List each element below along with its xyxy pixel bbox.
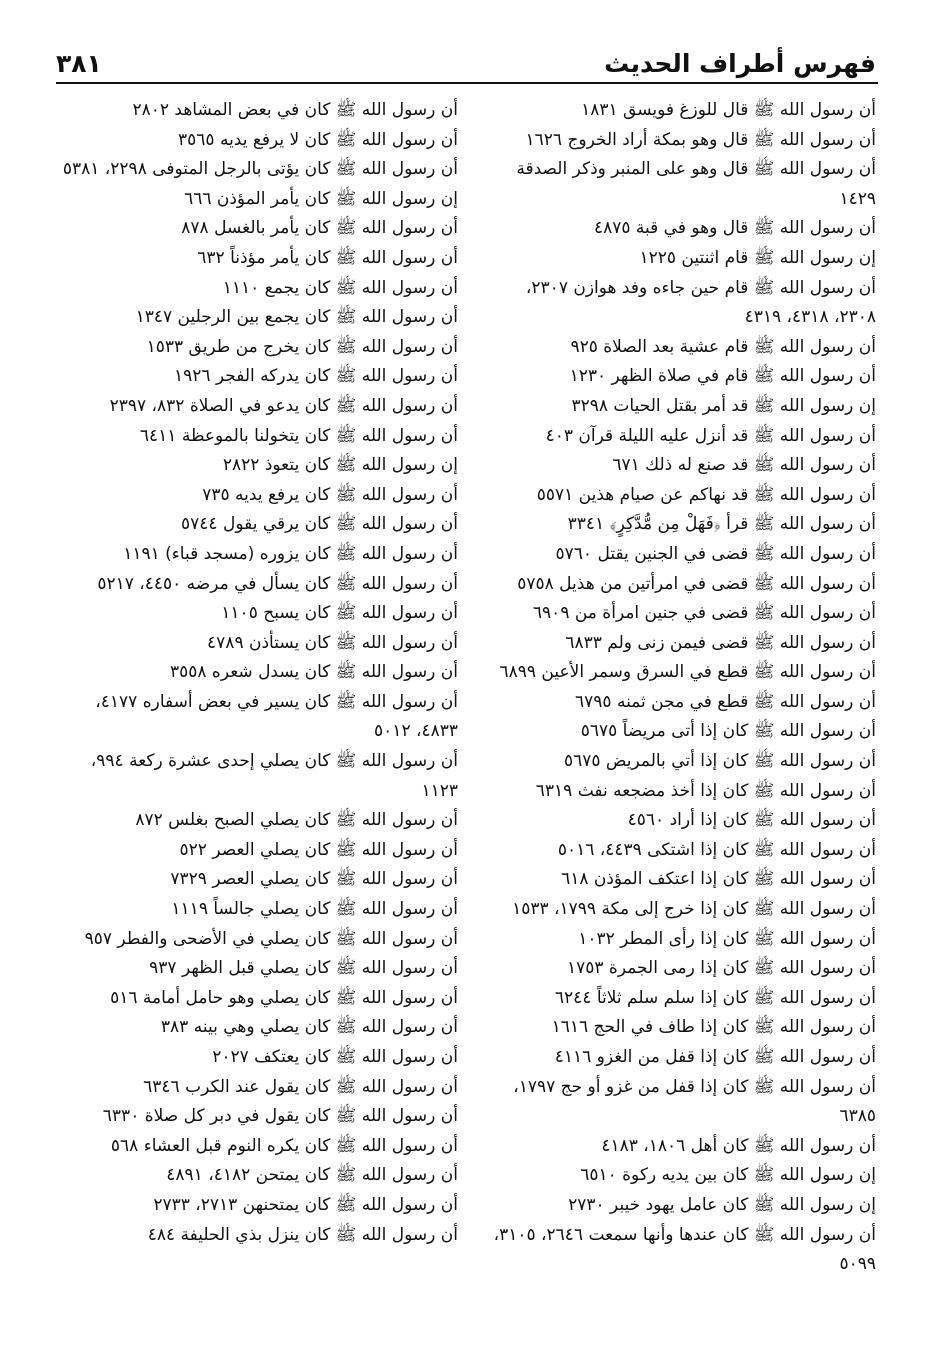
index-entry: أن رسول الله ﷺ كان يصلي في الأضحى والفطر ٩٥٧ (84, 928, 458, 949)
index-entry: أن رسول الله ﷺ كان لا يرفع يديه ٣٥٦٥ (178, 129, 458, 150)
index-entry: أن رسول الله ﷺ كان يرقي يقول ٥٧٤٤ (181, 514, 458, 535)
index-entry: أن رسول الله ﷺ قضى في الجنين يقتل ٥٧٦٠ (555, 543, 876, 564)
index-entry: أن رسول الله ﷺ قضى فيمن زنى ولم ٦٨٣٣ (565, 632, 876, 653)
index-entry: أن رسول الله ﷺ قرأ ﴿فَهَلْ مِن مُّدَّكِرٍ﴾ ٣٣٤١ (567, 514, 876, 535)
index-entry: أن رسول الله ﷺ كان يصلي وهي بينه ٣٨٣ (160, 1017, 458, 1038)
index-entry: أن رسول الله ﷺ قضى في جنين امرأة من ٦٩٠٩ (532, 603, 876, 624)
index-entry: أن رسول الله ﷺ كان يسدل شعره ٣٥٥٨ (170, 662, 458, 683)
index-entry: أن رسول الله ﷺ قام عشية بعد الصلاة ٩٢٥ (570, 336, 876, 357)
index-entry: أن رسول الله ﷺ كان يعتكف ٢٠٢٧ (212, 1047, 458, 1067)
index-entry: أن رسول الله ﷺ قد نهاكم عن صيام هذين ٥٥٧١ (536, 484, 876, 505)
index-entry: إن رسول الله ﷺ كان يأمر المؤذن ٦٦٦ (184, 188, 458, 209)
index-entry: أن رسول الله ﷺ قطع في مجن ثمنه ٦٧٩٥ (575, 691, 876, 712)
index-entry: أن رسول الله ﷺ قد أنزل عليه الليلة قرآن ٤٠٣ (545, 425, 876, 446)
index-entry: أن رسول الله ﷺ قال وهو في قبة ٤٨٧٥ (593, 218, 876, 239)
index-entry: أن رسول الله ﷺ قال وهو على المنبر وذكر الصدقة ١٤٢٩ (516, 159, 876, 209)
index-entry: أن رسول الله ﷺ كان يسبح ١١٠٥ (221, 603, 458, 624)
index-entry: أن رسول الله ﷺ قال للوزغ فويسق ١٨٣١ (581, 100, 876, 120)
index-entry: أن رسول الله ﷺ كان في بعض المشاهد ٢٨٠٢ (132, 100, 458, 120)
index-entry: أن رسول الله ﷺ كان إذا قفل من الغزو ٤١١٦ (554, 1047, 876, 1067)
header-rule (56, 82, 878, 84)
index-entry: أن رسول الله ﷺ قام حين جاءه وفد هوازن ٢٣٠٧، ٢٣٠٨، ٤٣١٨، ٤٣١٩ (525, 277, 876, 328)
right-column (484, 96, 876, 1280)
index-entry: أن رسول الله ﷺ كان يدركه الفجر ١٩٢٦ (173, 366, 458, 387)
index-entry: إن رسول الله ﷺ كان عامل يهود خيبر ٢٧٣٠ (568, 1194, 876, 1215)
index-entry: أن رسول الله ﷺ كان يخرج من طريق ١٥٣٣ (146, 336, 458, 357)
page-number: ٣٨١ (56, 49, 102, 78)
index-entry: أن رسول الله ﷺ كان إذا قفل من غزو أو حج ١٧٩٧، ٦٣٨٥ (513, 1076, 876, 1127)
page-title: فهرس أطراف الحديث (604, 49, 876, 78)
index-entry: أن رسول الله ﷺ كان ينزل بذي الحليفة ٤٨٤ (147, 1224, 458, 1245)
index-entry: أن رسول الله ﷺ كان يستأذن ٤٧٨٩ (207, 632, 458, 653)
index-entry: أن رسول الله ﷺ قام في صلاة الظهر ١٢٣٠ (569, 366, 876, 387)
index-entry: أن رسول الله ﷺ قد صنع له ذلك ٦٧١ (612, 455, 876, 476)
index-entry: أن رسول الله ﷺ كان يزوره (مسجد قباء) ١١٩١ (123, 543, 458, 564)
index-entry: أن رسول الله ﷺ كان إذا طاف في الحج ١٦١٦ (551, 1017, 876, 1038)
left-column (58, 96, 458, 1250)
index-entry: أن رسول الله ﷺ كان يأمر بالغسل ٨٧٨ (181, 218, 458, 239)
index-entry: أن رسول الله ﷺ كان يصلي إحدى عشرة ركعة ٩٩٤، ١١٢٣ (90, 751, 458, 801)
index-entry: أن رسول الله ﷺ كان إذا اشتكى ٤٤٣٩، ٥٠١٦ (557, 839, 876, 860)
index-entry: أن رسول الله ﷺ كان يصلي جالساً ١١١٩ (171, 899, 458, 920)
index-entry: أن رسول الله ﷺ كان إذا أتي بالمريض ٥٦٧٥ (564, 751, 876, 772)
index-entry: أن رسول الله ﷺ كان إذا رمى الجمرة ١٧٥٣ (567, 958, 876, 979)
index-entry: أن رسول الله ﷺ كان يؤتى بالرجل المتوفى ٢٢٩٨، ٥٣٨١ (62, 159, 458, 180)
index-entry: أن رسول الله ﷺ كان يمتحنهن ٢٧١٣، ٢٧٣٣ (153, 1194, 458, 1215)
index-entry: أن رسول الله ﷺ كان إذا رأى المطر ١٠٣٢ (578, 928, 876, 949)
index-entry: أن رسول الله ﷺ كان يصلي العصر ٧٣٢٩ (170, 869, 458, 890)
index-entry: إن رسول الله ﷺ قد أمر بقتل الحيات ٣٢٩٨ (571, 395, 876, 416)
index-entry: إن رسول الله ﷺ قام اثنتين ١٢٢٥ (639, 247, 876, 268)
index-entry: أن رسول الله ﷺ قضى في امرأتين من هذيل ٥٧٥٨ (517, 573, 876, 594)
index-entry: أن رسول الله ﷺ كان يرفع يديه ٧٣٥ (202, 484, 458, 505)
index-entry: أن رسول الله ﷺ كان يسأل في مرضه ٤٤٥٠، ٥٢١٧ (97, 573, 458, 594)
index-entry: إن رسول الله ﷺ كان بين يديه ركوة ٦٥١٠ (580, 1165, 876, 1186)
index-entry: أن رسول الله ﷺ كان عندها وأنها سمعت ٢٦٤٦، ٣١٠٥، ٥٠٩٩ (493, 1224, 876, 1275)
index-entry: إن رسول الله ﷺ كان يتعوذ ٢٨٢٢ (222, 455, 458, 476)
page-header (56, 40, 876, 78)
index-entry: أن رسول الله ﷺ كان يجمع بين الرجلين ١٣٤٧ (135, 307, 458, 328)
index-entry: أن رسول الله ﷺ كان يصلي قبل الظهر ٩٣٧ (149, 958, 458, 979)
index-entry: أن رسول الله ﷺ كان يقول في دبر كل صلاة ٦٣٣٠ (102, 1106, 458, 1127)
index-entry: أن رسول الله ﷺ كان يقول عند الكرب ٦٣٤٦ (143, 1076, 458, 1097)
index-entry: أن رسول الله ﷺ كان إذا أخذ مضجعه نفث ٦٣١٩ (535, 780, 876, 801)
index-entry: أن رسول الله ﷺ كان يصلي الصبح بغلس ٨٧٢ (135, 810, 458, 831)
index-entry: أن رسول الله ﷺ كان إذا خرج إلى مكة ١٧٩٩، ١٥٣٣ (512, 899, 876, 920)
index-entry: أن رسول الله ﷺ كان إذا أراد ٤٥٦٠ (627, 810, 876, 831)
index-entry: أن رسول الله ﷺ كان يصلي العصر ٥٢٢ (179, 839, 458, 860)
index-entry: أن رسول الله ﷺ كان يأمر مؤذناً ٦٣٢ (197, 247, 458, 268)
index-entry: أن رسول الله ﷺ كان يجمع ١١١٠ (222, 277, 458, 298)
index-entry: أن رسول الله ﷺ كان إذا اعتكف المؤذن ٦١٨ (561, 869, 876, 890)
index-entry: أن رسول الله ﷺ كان إذا سلم سلم ثلاثاً ٦٢٤٤ (554, 987, 876, 1008)
index-entry: أن رسول الله ﷺ كان يصلي وهو حامل أمامة ٥١٦ (110, 987, 458, 1008)
index-entry: أن رسول الله ﷺ كان يتخولنا بالموعظة ٦٤١١ (139, 425, 458, 446)
index-entry: أن رسول الله ﷺ كان إذا أتى مريضاً ٥٦٧٥ (580, 721, 876, 742)
index-entry: أن رسول الله ﷺ قال وهو بمكة أراد الخروج ١٦٢٦ (525, 129, 876, 150)
index-entry: أن رسول الله ﷺ كان يدعو في الصلاة ٨٣٢، ٢٣٩٧ (109, 395, 458, 416)
index-entry: أن رسول الله ﷺ كان يمتحن ٤١٨٢، ٤٨٩١ (166, 1165, 458, 1186)
index-entry: أن رسول الله ﷺ قطع في السرق وسمر الأعين ٦٨٩٩ (499, 662, 876, 683)
index-entry: أن رسول الله ﷺ كان أهل ١٨٠٦، ٤١٨٣ (601, 1135, 876, 1156)
index-entry: أن رسول الله ﷺ كان يسير في بعض أسفاره ٤١٧٧، ٤٨٣٣، ٥٠١٢ (95, 691, 458, 742)
index-entry: أن رسول الله ﷺ كان يكره النوم قبل العشاء ٥٦٨ (110, 1135, 458, 1156)
